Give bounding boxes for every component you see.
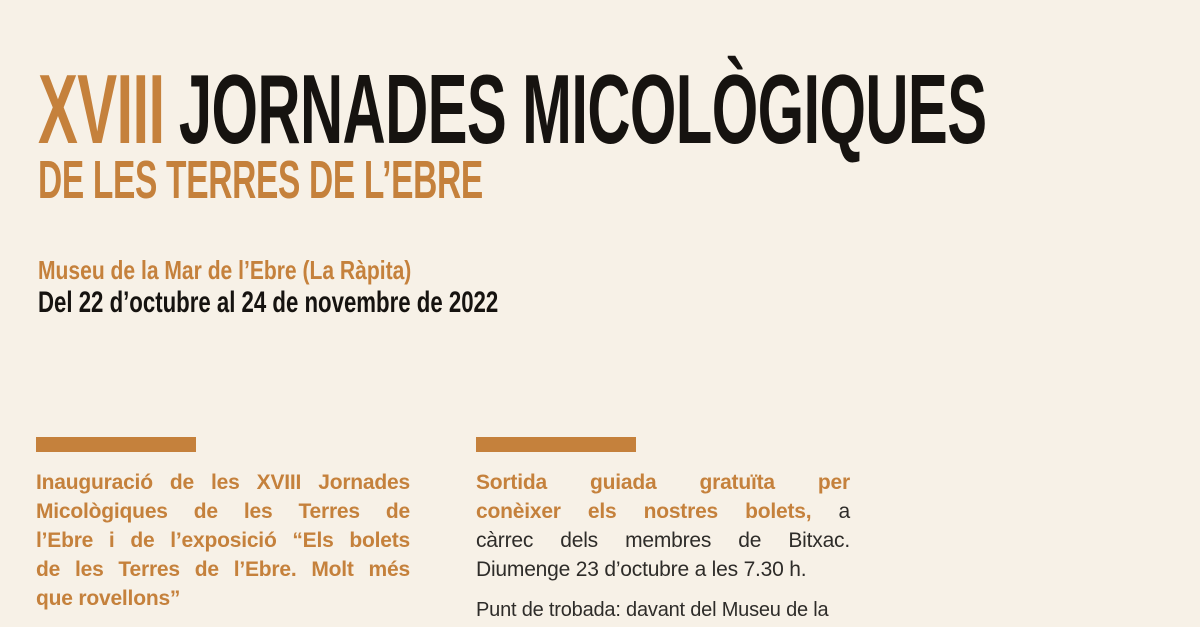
poster-subtitle: DE LES TERRES DE L’EBRE: [38, 150, 483, 210]
column-sortida: [476, 437, 850, 624]
text-segment: l’Ebre i de l’exposició “Els bolets: [36, 529, 410, 552]
text-line: [476, 526, 850, 555]
poster-title: [38, 54, 987, 164]
column-inauguracio: [36, 437, 410, 613]
inauguracio-paragraph: [36, 468, 410, 613]
text-segment: Sortida guiada gratuïta per: [476, 471, 850, 494]
section-bar: [476, 437, 636, 452]
text-segment: càrrec dels membres de Bitxac.: [476, 529, 850, 552]
text-segment: que rovellons”: [36, 587, 181, 610]
text-segment: Diumenge 23 d’octubre a les 7.30 h.: [476, 558, 807, 581]
text-line: [476, 555, 850, 584]
text-line: [476, 497, 850, 526]
text-line: [476, 468, 850, 497]
text-segment: a: [838, 500, 850, 523]
dates-line: Del 22 d’octubre al 24 de novembre de 2022: [38, 286, 499, 319]
text-line: [36, 555, 410, 584]
venue-line: Museu de la Mar de l’Ebre (La Ràpita): [38, 255, 412, 285]
meeting-point-paragraph: [476, 596, 850, 624]
text-segment: conèixer els nostres bolets,: [476, 500, 812, 523]
text-line: [476, 596, 850, 624]
text-segment: Inauguració de les XVIII Jornades: [36, 471, 410, 494]
text-line: [36, 468, 410, 497]
text-segment: Punt de trobada: davant del Museu de la: [476, 599, 829, 621]
section-bar: [36, 437, 196, 452]
sortida-paragraph: [476, 468, 850, 584]
text-line: [36, 584, 410, 613]
text-segment: Micològiques de les Terres de: [36, 500, 410, 523]
text-segment: de les Terres de l’Ebre. Molt més: [36, 558, 410, 581]
title-edition-numeral: XVIII: [38, 54, 165, 164]
title-main-text: JORNADES MICOLÒGIQUES: [178, 54, 987, 164]
text-line: [36, 526, 410, 555]
text-line: [36, 497, 410, 526]
